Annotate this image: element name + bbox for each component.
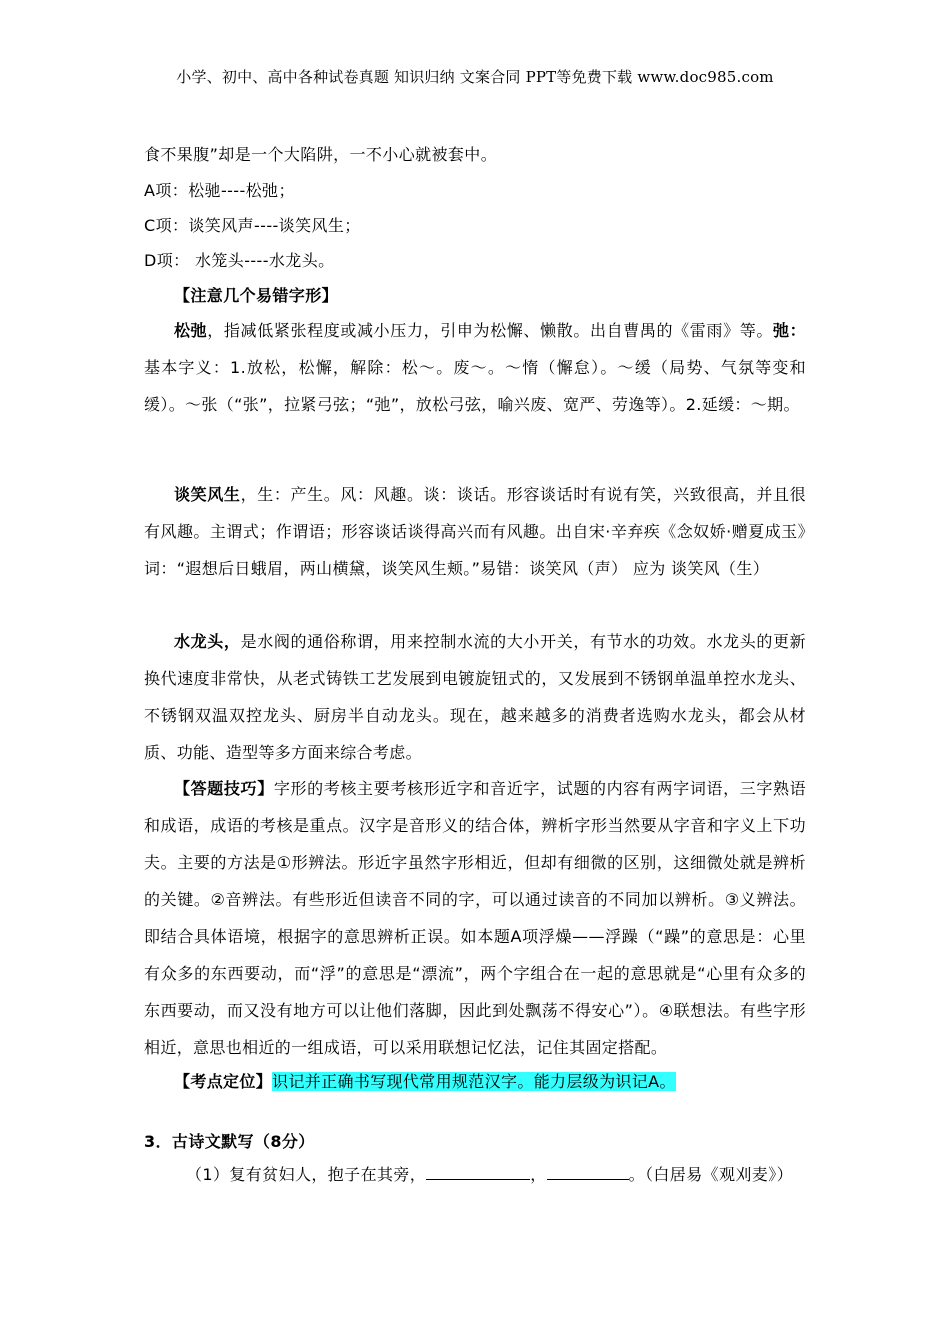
paragraph-tanxiaofengsheng xyxy=(144,476,806,587)
notice-heading: 【注意几个易错字形】 xyxy=(174,286,339,305)
paragraph-songchi xyxy=(144,312,806,423)
answer-skill-label: 【答题技巧】 xyxy=(174,779,274,798)
intro-line: 食不果腹”却是一个大陷阱，一不小心就被套中。 xyxy=(144,145,498,164)
exam-point-highlight: 识记并正确书写现代常用规范汉字。能力层级为识记A。 xyxy=(272,1072,676,1091)
tanxiao-definition: ，生：产生。风：风趣。谈：谈话。形容谈话时有说有笑，兴致很高，并且很有风趣。主谓式；作谓语；形容谈话谈得高兴而有风趣。出自宋·辛弃疾《念奴娇·赠夏成玉》词：“遐想后日蛾眉，两山横黛，谈笑风生颊。”易错：谈笑风（声） 应为 谈笑风（生） xyxy=(144,485,806,578)
term-songchi: 松弛 xyxy=(174,321,208,340)
paragraph-answer-skill xyxy=(144,770,806,1066)
answer-blank-2[interactable] xyxy=(547,1162,629,1180)
option-d: D项： 水笼头----水龙头。 xyxy=(144,251,335,270)
exam-point-label: 【考点定位】 xyxy=(174,1072,273,1091)
option-c: C项：谈笑风声----谈笑风生； xyxy=(144,216,361,235)
question-1-prefix: （1）复有贫妇人，抱子在其旁， xyxy=(186,1165,427,1184)
question-1-sep: ， xyxy=(530,1165,547,1184)
songchi-definition: ，指减低紧张程度或减小压力，引申为松懈、懒散。出自曹禺的《雷雨》等。 xyxy=(207,321,774,340)
answer-blank-1[interactable] xyxy=(426,1162,530,1180)
term-chi: 弛： xyxy=(773,321,807,340)
question-1-suffix: 。（白居易《观刈麦》） xyxy=(628,1165,793,1184)
chi-definition: 基本字义：1.放松，松懈，解除：松～。废～。～惰（懈怠）。～缓（局势、气氛等变和缓）。～张（“张”，拉紧弓弦；“弛”，放松弓弦，喻兴废、宽严、劳逸等）。2.延缓：～期。 xyxy=(144,358,806,414)
shuilongtou-definition: 是水阀的通俗称谓，用来控制水流的大小开关，有节水的功效。水龙头的更新换代速度非常快，从老式铸铁工艺发展到电镀旋钮式的，又发展到不锈钢单温单控水龙头、不锈钢双温双控龙头、厨房半自动龙头。现在，越来越多的消费者选购水龙头，都会从材质、功能、造型等多方面来综合考虑。 xyxy=(144,632,806,762)
section-3-title: 3．古诗文默写（8分） xyxy=(144,1132,315,1151)
option-a: A项：松驰----松弛； xyxy=(144,181,295,200)
page-header: 小学、初中、高中各种试卷真题 知识归纳 文案合同 PPT等免费下载 www.doc985.com xyxy=(176,68,774,86)
term-tanxiaofengsheng: 谈笑风生 xyxy=(174,485,241,504)
answer-skill-text: 字形的考核主要考核形近字和音近字，试题的内容有两字词语，三字熟语和成语，成语的考核是重点。汉字是音形义的结合体，辨析字形当然要从字音和字义上下功夫。主要的方法是①形辨法。形近字虽然字形相近，但却有细微的区别，这细微处就是辨析的关键。②音辨法。有些形近但读音不同的字，可以通过读音的不同加以辨析。③义辨法。即结合具体语境，根据字的意思辨析正误。如本题A项浮燥——浮躁（“躁”的意思是：心里有众多的东西要动，而“浮”的意思是“漂流”，两个字组合在一起的意思就是“心里有众多的东西要动，而又没有地方可以让他们落脚，因此到处飘荡不得安心”）。④联想法。有些字形相近，意思也相近的一组成语，可以采用联想记忆法，记住其固定搭配。 xyxy=(144,779,806,1057)
question-1 xyxy=(186,1162,793,1187)
paragraph-shuilongtou xyxy=(144,623,806,771)
paragraph-exam-point xyxy=(144,1063,806,1100)
term-shuilongtou: 水龙头， xyxy=(174,632,241,651)
